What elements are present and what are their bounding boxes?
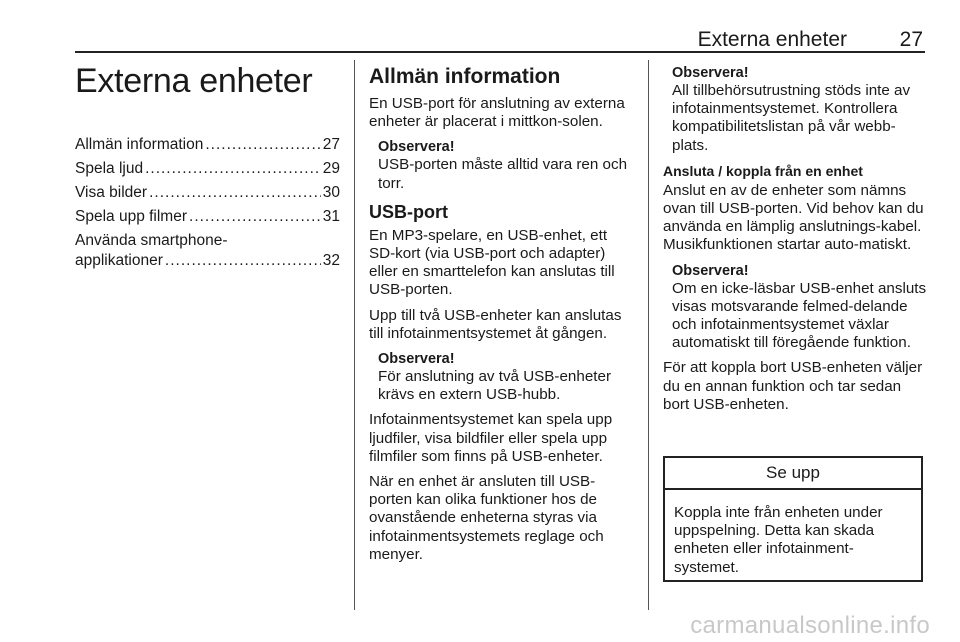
column-divider [648,60,649,610]
toc-entry-label: Spela upp filmer [75,208,188,225]
toc-entry[interactable] [75,135,340,155]
toc-entry-page: 27 [322,136,340,153]
paragraph: När en enhet är ansluten till USB-porten kan olika funktioner hos de ovanstående enheterna styras via infotainmentsystemets reglage och menyer. [369,473,604,563]
toc-leader [165,251,321,271]
caution-text: Koppla inte från enheten under uppspelning. Detta kan skada enheten eller infotainment-systemet. [674,504,883,576]
toc-entry[interactable] [75,207,340,227]
toc-entry[interactable] [75,183,340,203]
note-block [378,138,634,192]
paragraph: En USB-port för anslutning av externa enheter är placerat i mittkon-solen. [369,95,625,131]
paragraph: Upp till två USB-enheter kan anslutas till infotainmentsystemet åt gången. [369,306,622,342]
note-title: Observera! [378,139,455,156]
header-page-number: 27 [899,28,923,51]
note-block [672,64,928,155]
note-title: Observera! [378,351,455,368]
header-rule [75,51,925,53]
toc-entry-page: 29 [322,160,340,177]
toc-entry-label: Visa bilder [75,184,148,201]
header-title: Externa enheter [697,28,847,51]
toc-leader [149,183,321,203]
caution-heading: Se upp [665,458,921,490]
toc-entry-page: 31 [322,208,340,225]
paragraph: En MP3-spelare, en USB-enhet, ett SD-kort (via USB-port och adapter) eller en smarttelefon kan anslutas till USB-porten. [369,226,615,299]
paragraph: Infotainmentsystemet kan spela upp ljudfiler, visa bildfiler eller spela upp filmfiler som finns på USB-enheter. [369,411,613,465]
note-text: För anslutning av två USB-enheter krävs en extern USB-hubb. [378,368,611,404]
caution-box [663,456,923,582]
note-text: Om en icke-läsbar USB-enhet ansluts visas motsvarande felmed-delande och infotainmentsystemet växlar automatiskt till föregående funktion. [672,279,927,352]
subsection-heading-connect: Ansluta / koppla från en enhet [663,162,863,179]
running-header [75,24,925,54]
toc-column [75,62,340,275]
toc-entry-label-line2: applikationer [75,252,163,269]
note-block [378,350,634,404]
content-column-3 [663,64,928,421]
toc-entry-page: 30 [322,184,340,201]
content-column-2 [369,64,634,571]
section-heading-usb-port: USB-port [369,201,448,222]
note-title: Observera! [672,262,749,279]
note-text: All tillbehörsutrustning stöds inte av infotainmentsystemet. Kontrollera kompatibilitetslistan på vår webb-plats. [672,82,911,154]
note-text: USB-porten måste alltid vara ren och torr. [378,156,628,192]
toc-entry-page: 32 [322,252,340,269]
toc-entry-label: Spela ljud [75,160,144,177]
column-divider [354,60,355,610]
note-title: Observera! [672,65,749,81]
note-block [672,262,928,353]
toc-leader [205,135,320,155]
chapter-title: Externa enheter [75,62,313,100]
toc-entry-label-line1: Använda smartphone- [75,232,228,249]
toc-leader [189,207,321,227]
section-heading-general: Allmän information [369,65,561,88]
paragraph: Anslut en av de enheter som nämns ovan till USB-porten. Vid behov kan du använda en lämplig anslutnings-kabel. Musikfunktionen startar auto-matiskt. [663,181,924,254]
watermark: carmanualsonline.info [690,612,930,639]
toc-leader [145,159,321,179]
paragraph: För att koppla bort USB-enheten väljer du en annan funktion och tar sedan bort USB-enheten. [663,359,923,413]
toc-entry-label: Allmän information [75,136,204,153]
toc-entry[interactable] [75,159,340,179]
toc-entry[interactable] [75,231,340,271]
